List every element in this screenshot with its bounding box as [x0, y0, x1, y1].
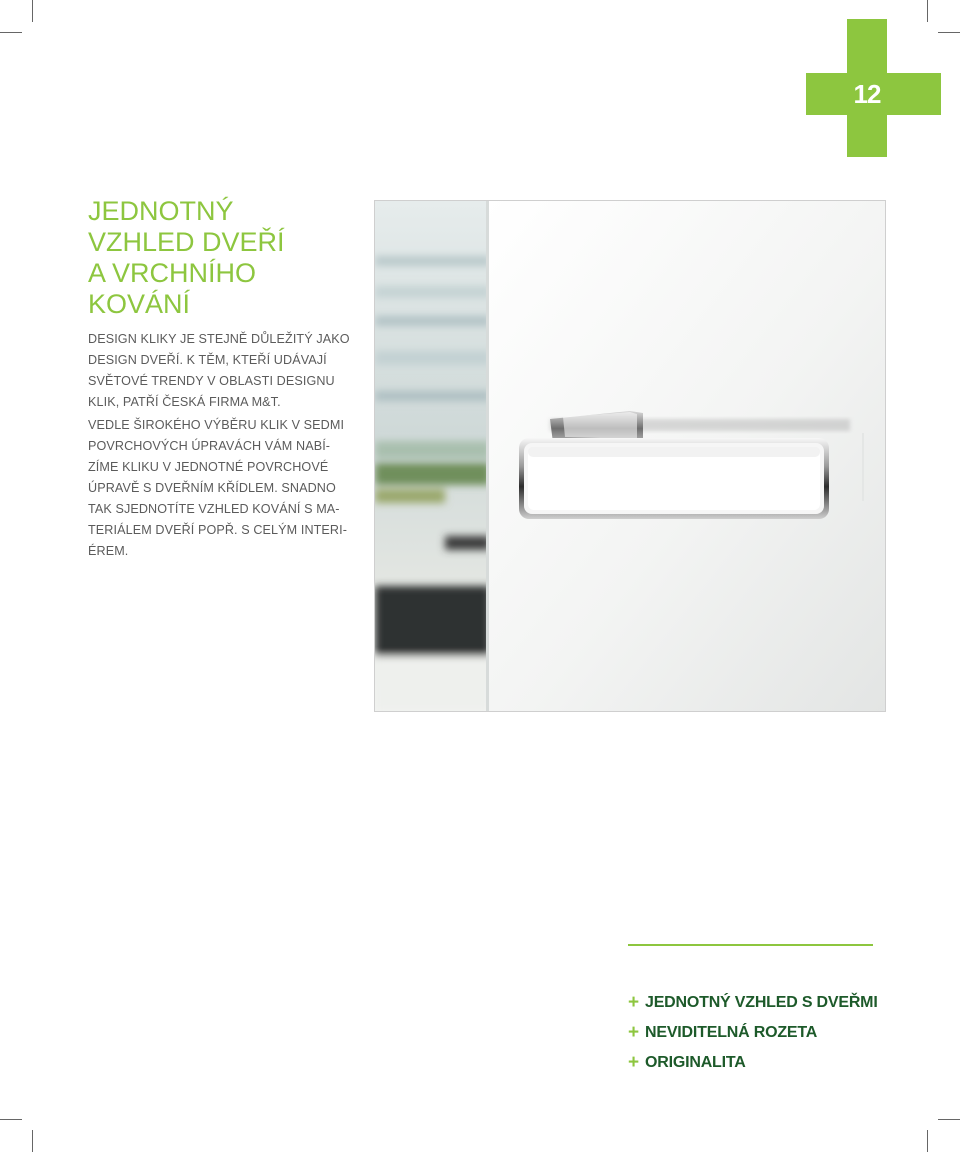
text-line: ÚPRAVĚ S DVEŘNÍM KŘÍDLEM. SNADNO	[88, 481, 336, 495]
text-line: SVĚTOVÉ TRENDY V OBLASTI DESIGNU	[88, 374, 335, 388]
crop-mark	[927, 0, 928, 22]
body-paragraph	[88, 415, 358, 562]
plus-icon: +	[628, 1052, 639, 1073]
feature-divider	[628, 944, 873, 946]
page-number: 12	[853, 78, 881, 109]
title-line: A VRCHNÍHO	[88, 258, 257, 288]
crop-mark	[0, 32, 22, 33]
crop-mark	[32, 1130, 33, 1152]
page-title	[88, 196, 348, 320]
feature-label: NEVIDITELNÁ ROZETA	[645, 1024, 818, 1041]
feature-list	[628, 988, 878, 1078]
text-line: VEDLE ŠIROKÉHO VÝBĚRU KLIK V SEDMI	[88, 418, 345, 432]
text-line: KLIK, PATŘÍ ČESKÁ FIRMA M&T.	[88, 395, 281, 409]
text-line: TERIÁLEM DVEŘÍ POPŘ. S CELÝM INTERI-	[88, 523, 348, 537]
text-line: TAK SJEDNOTÍTE VZHLED KOVÁNÍ S MA-	[88, 502, 340, 516]
plus-icon: +	[628, 992, 639, 1013]
crop-mark	[938, 32, 960, 33]
feature-label: JEDNOTNÝ VZHLED S DVEŘMI	[645, 994, 878, 1011]
title-line: KOVÁNÍ	[88, 289, 191, 319]
door-handle-illustration	[375, 201, 885, 711]
feature-item	[628, 988, 878, 1018]
text-line: DESIGN DVEŘÍ. K TĚM, KTEŘÍ UDÁVAJÍ	[88, 353, 327, 367]
crop-mark	[927, 1130, 928, 1152]
text-line: ZÍME KLIKU V JEDNOTNÉ POVRCHOVÉ	[88, 460, 329, 474]
crop-mark	[938, 1119, 960, 1120]
text-line: POVRCHOVÝCH ÚPRAVÁCH VÁM NABÍ-	[88, 439, 331, 453]
intro-paragraph	[88, 329, 358, 413]
title-line: JEDNOTNÝ	[88, 196, 234, 226]
text-line: DESIGN KLIKY JE STEJNĚ DŮLEŽITÝ JAKO	[88, 332, 350, 346]
feature-label: ORIGINALITA	[645, 1054, 746, 1071]
feature-item	[628, 1048, 878, 1078]
title-line: VZHLED DVEŘÍ	[88, 227, 285, 257]
crop-mark	[32, 0, 33, 22]
text-line: ÉREM.	[88, 544, 129, 558]
door-handle-photo	[374, 200, 886, 712]
feature-item	[628, 1018, 878, 1048]
crop-mark	[0, 1119, 22, 1120]
plus-icon: +	[628, 1022, 639, 1043]
